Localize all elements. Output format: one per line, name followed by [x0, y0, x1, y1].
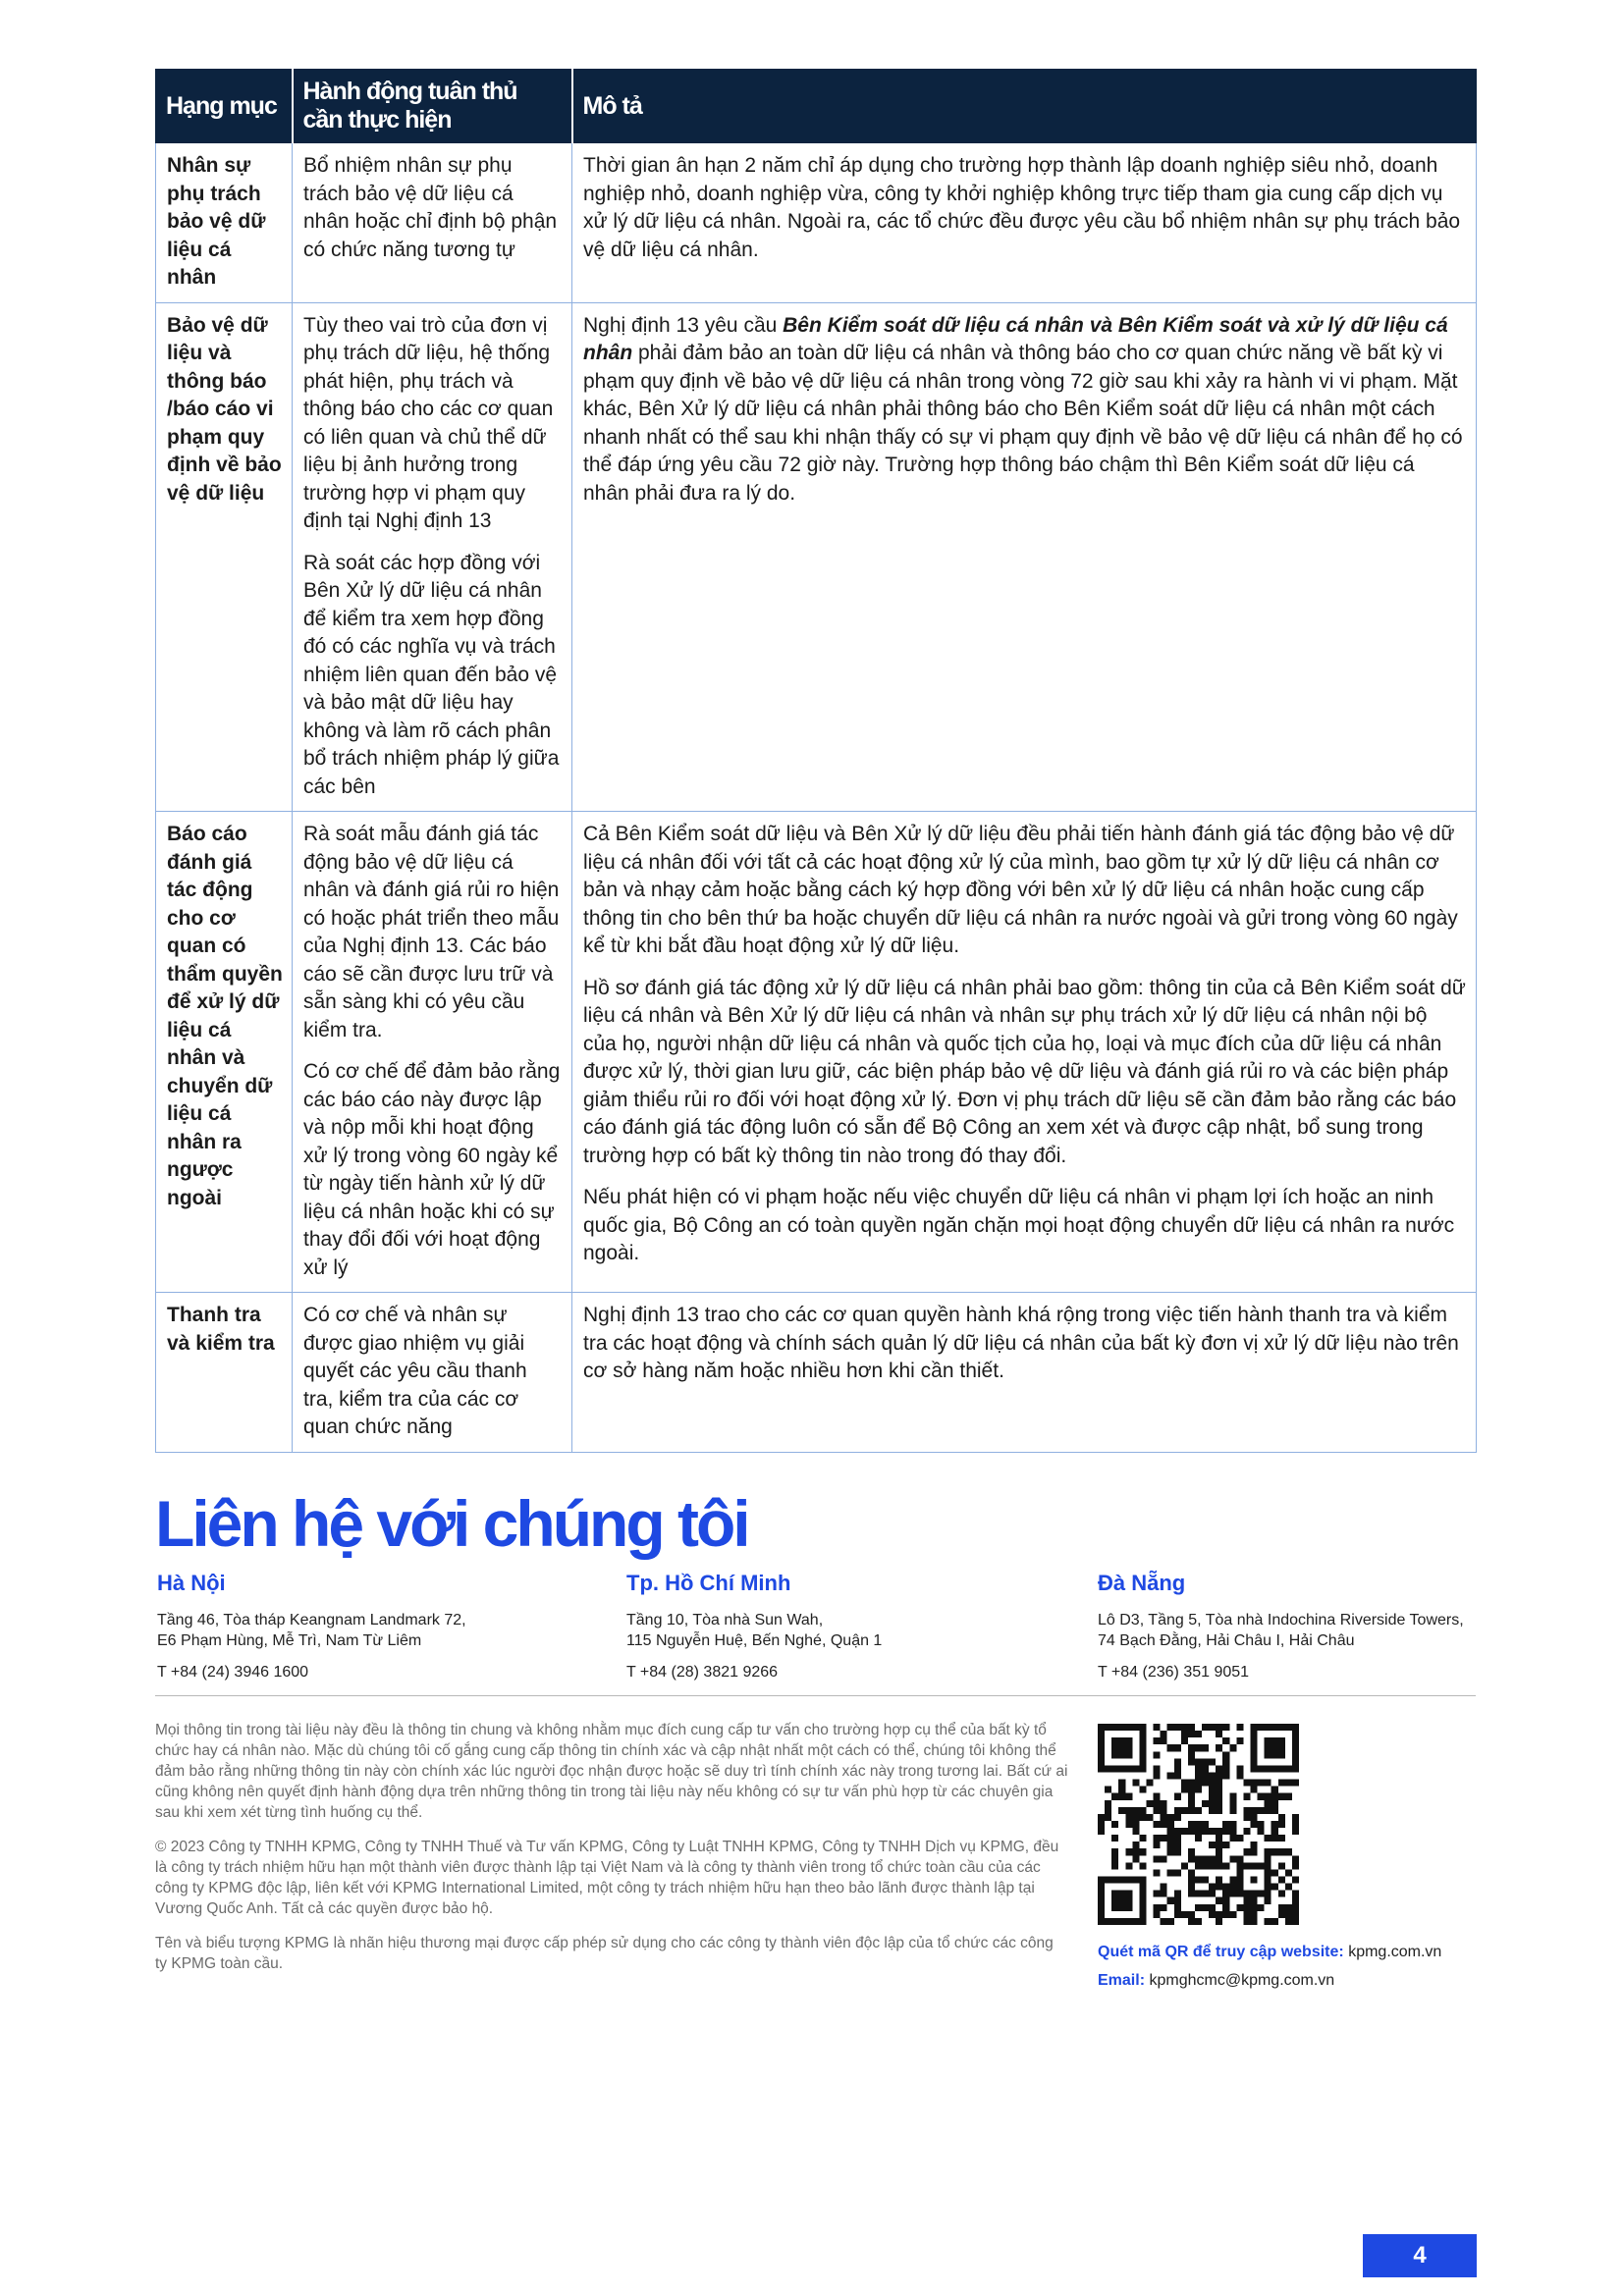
row-category: Nhân sự phụ trách bảo vệ dữ liệu cá nhân — [156, 143, 293, 303]
disclaimer-paragraph: Mọi thông tin trong tài liệu này đều là thông tin chung và không nhằm mục đích cung cấp tư vấn cho trường hợp cụ thể của bất kỳ tổ chức hay cá nhân nào. Mặc dù chúng tôi cố gắng cung cấp thông tin chính xác và cập nhật nhất một cách có thể, chúng tôi không thể đảm bảo rằng những thông tin này còn chính xác lúc người đọc nhận được hoặc sẽ duy trì tính chính xác này trong tương lai. Bất cứ ai cũng không nên quyết định hành động dựa trên những thông tin trong tài liệu này nếu không có sự tư vấn phù hợp từ các chuyên gia sau khi xem xét từng tình huống cụ thể. — [155, 1722, 1068, 1821]
row-category: Thanh tra và kiểm tra — [156, 1293, 293, 1453]
email-link[interactable]: kpmghcmc@kpmg.com.vn — [1149, 1972, 1335, 1989]
table-row — [156, 1293, 1477, 1453]
section-divider — [155, 1695, 1476, 1696]
row-actions — [293, 302, 572, 812]
office-address: Tầng 46, Tòa tháp Keangnam Landmark 72, E6 Phạm Hùng, Mễ Trì, Nam Từ Liêm — [157, 1612, 466, 1649]
row-category: Báo cáo đánh giá tác động cho cơ quan có thẩm quyền để xử lý dữ liệu cá nhân và chuyển dữ liệu cá nhân ra ngược ngoài — [156, 812, 293, 1293]
website-label: Quét mã QR để truy cập website: — [1098, 1944, 1344, 1960]
description-paragraph — [583, 312, 1466, 508]
email-label: Email: — [1098, 1972, 1146, 1989]
office-city: Đà Nẵng — [1098, 1571, 1186, 1595]
row-description — [572, 1293, 1477, 1453]
description-paragraph: Nghị định 13 trao cho các cơ quan quyền hành khá rộng trong việc tiến hành thanh tra và kiểm tra các hoạt động và chính sách quản lý dữ liệu cá nhân của bất kỳ đơn vị xử lý dữ liệu nào trên cơ sở hàng năm hoặc nhiều hơn khi cần thiết. — [583, 1304, 1459, 1382]
table-header-row — [156, 70, 1477, 143]
row-actions — [293, 812, 572, 1293]
contact-title: Liên hệ với chúng tôi — [155, 1487, 748, 1560]
action-paragraph: Rà soát mẫu đánh giá tác động bảo vệ dữ liệu cá nhân và đánh giá rủi ro hiện có hoặc phát triển theo mẫu của Nghị định 13. Các báo cáo sẽ cần được lưu trữ và sẵn sàng khi có yêu cầu kiểm tra. — [303, 823, 560, 1041]
description-paragraph: Nếu phát hiện có vi phạm hoặc nếu việc chuyển dữ liệu cá nhân vi phạm lợi ích hoặc an ninh quốc gia, Bộ Công an có toàn quyền ngăn chặn mọi hoạt động chuyển dữ liệu cá nhân ra nước ngoài. — [583, 1186, 1455, 1264]
office-danang — [1098, 1571, 1530, 1682]
office-phone: T +84 (28) 3821 9266 — [626, 1664, 779, 1681]
page-number: 4 — [1363, 2234, 1477, 2277]
description-rest: phải đảm bảo an toàn dữ liệu cá nhân và thông báo cho cơ quan chức năng về bất kỳ vi phạm quy định về bảo vệ dữ liệu cá nhân trong vòng 72 giờ sau khi xảy ra hành vi vi phạm. Mặt khác, Bên Xử lý dữ liệu cá nhân phải thông báo cho Bên Kiểm soát dữ liệu cá nhân một cách nhanh nhất có thể sau khi nhận thấy có sự vi phạm quy định về bảo vệ dữ liệu cá nhân để họ có thể đáp ứng yêu cầu 72 giờ này. Trường hợp thông báo chậm thì Bên Kiểm soát dữ liệu cá nhân phải đưa ra lý do. — [583, 342, 1463, 505]
office-city: Tp. Hồ Chí Minh — [626, 1571, 791, 1595]
office-phone: T +84 (24) 3946 1600 — [157, 1664, 309, 1681]
description-emphasis: Bên Kiểm soát dữ liệu cá nhân và Bên Kiểm soát và xử lý dữ liệu cá nhân — [583, 313, 1448, 364]
office-hcmc — [626, 1571, 1058, 1682]
row-category: Bảo vệ dữ liệu và thông báo /báo cáo vi phạm quy định về bảo vệ dữ liệu — [156, 302, 293, 812]
website-link[interactable]: kpmg.com.vn — [1348, 1944, 1442, 1960]
row-description — [572, 302, 1477, 812]
column-header-actions: Hành động tuân thủ cần thực hiện — [293, 70, 572, 143]
office-address: Tầng 10, Tòa nhà Sun Wah, 115 Nguyễn Huệ, Bến Nghé, Quận 1 — [626, 1612, 883, 1649]
action-paragraph: Tùy theo vai trò của đơn vị phụ trách dữ liệu, hệ thống phát hiện, phụ trách và thông báo cho các cơ quan có liên quan và chủ thể dữ liệu bị ảnh hưởng trong trường hợp vi phạm quy định tại Nghị định 13 — [303, 313, 554, 532]
description-paragraph: Hồ sơ đánh giá tác động xử lý dữ liệu cá nhân phải bao gồm: thông tin của cả Bên Kiểm soát dữ liệu cá nhân và Bên Xử lý dữ liệu cá nhân và nhân sự phụ trách xử lý dữ liệu cá nhân nội bộ của họ, người nhận dữ liệu cá nhân và quốc tịch của họ, loại và mục đích của dữ liệu cá nhân được xử lý, thời gian lưu giữ, các biện pháp bảo vệ dữ liệu và đánh giá rủi ro và các biện pháp giảm thiểu rủi ro đối với hoạt động xử lý. Đơn vị phụ trách dữ liệu sẽ cần đảm bảo rằng các báo cáo đánh giá tác động luôn có sẵn để Bộ Công an xem xét và được cập nhật, bổ sung trong trường hợp có bất kỳ thông tin nào trong đó thay đổi. — [583, 976, 1466, 1167]
action-paragraph: Rà soát các hợp đồng với Bên Xử lý dữ liệu cá nhân để kiểm tra xem hợp đồng đó có các nghĩa vụ và trách nhiệm liên quan đến bảo vệ và bảo mật dữ liệu hay không và làm rõ cách phân bổ trách nhiệm pháp lý giữa các bên — [303, 551, 560, 798]
table-row — [156, 143, 1477, 303]
row-description — [572, 812, 1477, 1293]
action-paragraph: Bổ nhiệm nhân sự phụ trách bảo vệ dữ liệu cá nhân hoặc chỉ định bộ phận có chức năng tương tự — [303, 154, 558, 261]
office-hanoi — [157, 1571, 589, 1682]
trademark-paragraph: Tên và biểu tượng KPMG là nhãn hiệu thương mại được cấp phép sử dụng cho các công ty thành viên độc lập của tổ chức các công ty KPMG toàn cầu. — [155, 1935, 1054, 1972]
column-header-description: Mô tả — [572, 70, 1477, 143]
disclaimer — [155, 1720, 1068, 1988]
action-paragraph: Có cơ chế và nhân sự được giao nhiệm vụ giải quyết các yêu cầu thanh tra, kiểm tra của các cơ quan chức năng — [303, 1304, 527, 1438]
row-description — [572, 143, 1477, 303]
qr-code-icon[interactable] — [1098, 1724, 1299, 1925]
website-line — [1098, 1944, 1441, 1961]
table-row — [156, 302, 1477, 812]
description-paragraph: Thời gian ân hạn 2 năm chỉ áp dụng cho trường hợp thành lập doanh nghiệp siêu nhỏ, doanh nghiệp nhỏ, doanh nghiệp vừa, công ty khởi nghiệp không trực tiếp tham gia cung cấp dịch vụ xử lý dữ liệu cá nhân. Ngoài ra, các tổ chức đều được yêu cầu bổ nhiệm nhân sự phụ trách bảo vệ dữ liệu cá nhân. — [583, 154, 1461, 261]
description-paragraph: Cả Bên Kiểm soát dữ liệu và Bên Xử lý dữ liệu đều phải tiến hành đánh giá tác động bảo vệ dữ liệu cá nhân đối với tất cả các hoạt động xử lý của mình, bao gồm tự xử lý dữ liệu cá nhân cơ bản và nhạy cảm hoặc bằng cách ký hợp đồng với bên xử lý dữ liệu cá nhân hoặc cung cấp thông tin cho bên thứ ba hoặc chuyển dữ liệu cá nhân ra nước ngoài và gửi trong vòng 60 ngày kể từ khi bắt đầu hoạt động xử lý dữ liệu. — [583, 823, 1458, 957]
table-row — [156, 812, 1477, 1293]
row-actions — [293, 143, 572, 303]
action-paragraph: Có cơ chế để đảm bảo rằng các báo cáo này được lập và nộp mỗi khi hoạt động xử lý trong vòng 60 ngày kể từ ngày tiến hành xử lý dữ liệu cá nhân hoặc khi có sự thay đổi đối với hoạt động xử lý — [303, 1060, 561, 1279]
column-header-category: Hạng mục — [156, 70, 293, 143]
office-address: Lô D3, Tầng 5, Tòa nhà Indochina Riverside Towers, 74 Bạch Đằng, Hải Châu I, Hải Châu — [1098, 1612, 1464, 1649]
office-phone: T +84 (236) 351 9051 — [1098, 1664, 1250, 1681]
email-line — [1098, 1972, 1334, 1990]
row-actions — [293, 1293, 572, 1453]
copyright-paragraph: © 2023 Công ty TNHH KPMG, Công ty TNHH Thuế và Tư vấn KPMG, Công ty Luật TNHH KPMG, Công ty TNHH Dịch vụ KPMG, đều là công ty trách nhiệm hữu hạn một thành viên được thành lập tại Việt Nam và là công ty thành viên trong tổ chức toàn cầu của các công ty KPMG độc lập, liên kết với KPMG International Limited, một công ty trách nhiệm hữu hạn theo bảo lãnh được thành lập tại Vương Quốc Anh. Tất cả các quyền được bảo hộ. — [155, 1839, 1059, 1917]
compliance-table — [155, 69, 1477, 1453]
office-city: Hà Nội — [157, 1571, 226, 1595]
description-lead: Nghị định 13 yêu cầu — [583, 313, 784, 337]
